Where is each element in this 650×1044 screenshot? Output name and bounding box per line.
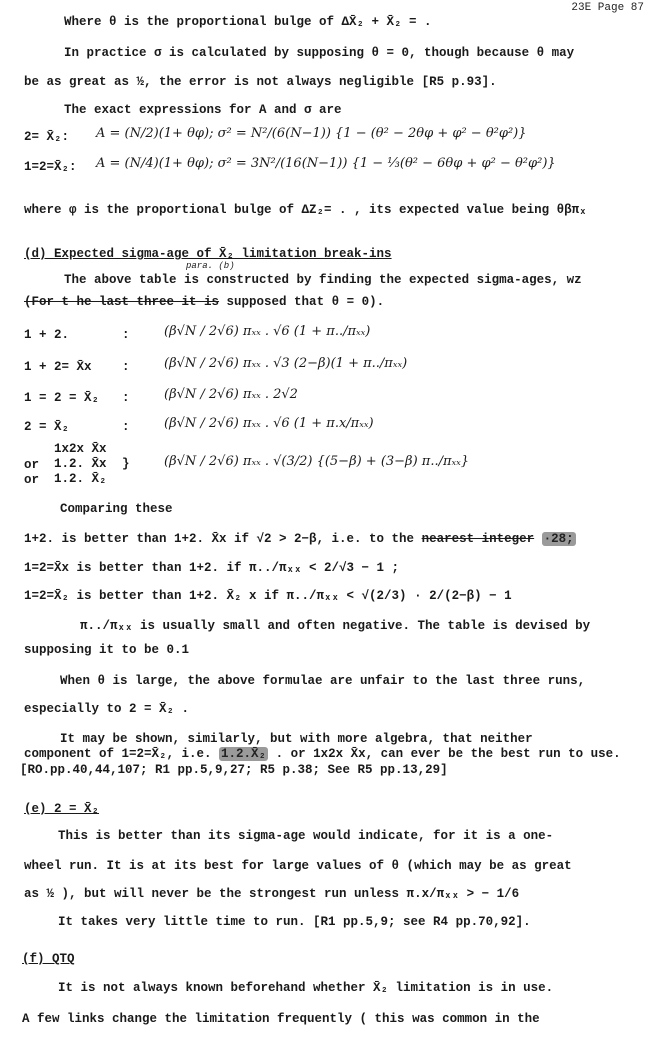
text-fragment: . or 1x2x X̄x, can ever be the best run to use. <box>268 747 621 761</box>
section-heading-f: (f) QTQ <box>22 952 75 966</box>
text-line: When θ is large, the above formulae are unfair to the last three runs, <box>60 674 586 688</box>
text-line: It takes very little time to run. [R1 pp.5,9; see R4 pp.70,92]. <box>58 915 531 929</box>
run-formula-row: 1 + 2. : (β√N / 2√6) πₓₓ . √6 (1 + π../πₓₓ) <box>24 324 371 342</box>
text-line: A few links change the limitation frequently ( this was common in the <box>22 1012 540 1026</box>
page-number: 23E Page 87 <box>571 2 644 14</box>
run-expression: (β√N / 2√6) πₓₓ . √6 (1 + π.x/πₓₓ) <box>164 416 374 431</box>
run-group: or or 1x2x X̄x 1.2. X̄x 1.2. X̄₂ } (β√N / 2√6) πₓₓ . √(3/2) {(5−β) + (3−β) π../πₓₓ} <box>24 442 470 487</box>
text-line: In practice σ is calculated by supposing θ = 0, though because θ may <box>64 46 575 60</box>
run-label: 1 = 2 = X̄₂ <box>24 391 100 405</box>
text-line: It may be shown, similarly, but with more algebra, that neither <box>60 732 533 746</box>
section-heading-d: (d) Expected sigma-age of X̄₂ limitation break-ins <box>24 247 392 261</box>
text-line: wheel run. It is at its best for large values of θ (which may be as great <box>24 859 572 873</box>
text-line: be as great as ½, the error is not always negligible [R5 p.93]. <box>24 75 497 89</box>
text-line <box>24 294 384 310</box>
run-expression: (β√N / 2√6) πₓₓ . 2√2 <box>164 387 298 402</box>
or-label: or <box>24 458 40 472</box>
run-label: 2 = X̄₂ <box>24 420 70 434</box>
run-label: 1.2. X̄₂ <box>54 472 107 486</box>
struck-text: nearest integer <box>421 532 535 546</box>
run-label: 1x2x X̄x <box>54 442 107 456</box>
text-line: It is not always known beforehand whether X̄₂ limitation is in use. <box>58 981 554 995</box>
run-formula-row: 2 = X̄₂ : (β√N / 2√6) πₓₓ . √6 (1 + π.x/πₓₓ) <box>24 416 374 434</box>
smudged-text: ·28; <box>543 532 574 546</box>
text-line: Comparing these <box>60 502 173 516</box>
formula-expression: A = (N/2)(1+ θφ); σ² = N²/(6(N−1)) {1 − (θ² − 2θφ + φ² − θ²φ²)} <box>96 126 527 141</box>
text-line: 1=2=X̄x is better than 1+2. if π../πₓₓ < 2/√3 − 1 ; <box>24 561 400 575</box>
run-label: 1 + 2. <box>24 328 70 342</box>
or-label: or <box>24 473 40 487</box>
formula-label: 1=2=X̄₂: <box>24 160 77 174</box>
formula-line <box>24 156 624 180</box>
run-expression: (β√N / 2√6) πₓₓ . √6 (1 + π../πₓₓ) <box>164 324 371 339</box>
text-line: Where θ is the proportional bulge of ΔX̄₂ + X̄₂ = . <box>64 15 432 29</box>
text-line <box>24 746 621 762</box>
text-line: π../πₓₓ is usually small and often negative. The table is devised by <box>80 619 591 633</box>
run-formula-row: 1 = 2 = X̄₂ : (β√N / 2√6) πₓₓ . 2√2 <box>24 387 298 405</box>
text-line: The exact expressions for A and σ are <box>64 103 342 117</box>
handwritten-note: para. (b) <box>186 261 235 271</box>
text-line <box>24 531 576 547</box>
text-line: 1=2=X̄₂ is better than 1+2. X̄₂ x if π../πₓₓ < √(2/3) · 2/(2−β) − 1 <box>24 589 512 603</box>
run-expression: (β√N / 2√6) πₓₓ . √3 (2−β)(1 + π../πₓₓ) <box>164 356 408 371</box>
formula-expression: A = (N/4)(1+ θφ); σ² = 3N²/(16(N−1)) {1 − ⅓(θ² − 6θφ + φ² − θ²φ²)} <box>96 156 556 171</box>
text-line: The above table is constructed by finding the expected sigma-ages, wz <box>64 273 582 287</box>
text-fragment: component of 1=2=X̄₂, i.e. <box>24 747 212 761</box>
text-line: especially to 2 = X̄₂ . <box>24 702 190 716</box>
text-fragment: supposed that θ = 0). <box>219 295 385 309</box>
run-label: 1 + 2= X̄x <box>24 360 92 374</box>
struck-text: (For t he last three it is <box>24 295 220 309</box>
smudged-text: 1.2.X̄₂ <box>221 747 267 761</box>
formula-line <box>24 126 624 150</box>
text-fragment: 1+2. is better than 1+2. X̄x if √2 > 2−β, i.e. to the <box>24 532 415 546</box>
text-line: supposing it to be 0.1 <box>24 643 190 657</box>
run-expression: (β√N / 2√6) πₓₓ . √(3/2) {(5−β) + (3−β) π../πₓₓ} <box>164 454 470 469</box>
text-line: where φ is the proportional bulge of ΔZ₂= . , its expected value being θβπₓ <box>24 203 587 217</box>
text-line: as ½ ), but will never be the strongest run unless π.x/πₓₓ > − 1/6 <box>24 887 520 901</box>
text-line: This is better than its sigma-age would indicate, for it is a one- <box>58 829 554 843</box>
run-label: 1.2. X̄x <box>54 457 107 471</box>
formula-label: 2= X̄₂: <box>24 130 70 144</box>
section-heading-e: (e) 2 = X̄₂ <box>24 802 100 816</box>
reference-line: [RO.pp.40,44,107; R1 pp.5,9,27; R5 p.38; See R5 pp.13,29] <box>20 763 448 777</box>
run-formula-row: 1 + 2= X̄x : (β√N / 2√6) πₓₓ . √3 (2−β)(1 + π../πₓₓ) <box>24 356 408 374</box>
